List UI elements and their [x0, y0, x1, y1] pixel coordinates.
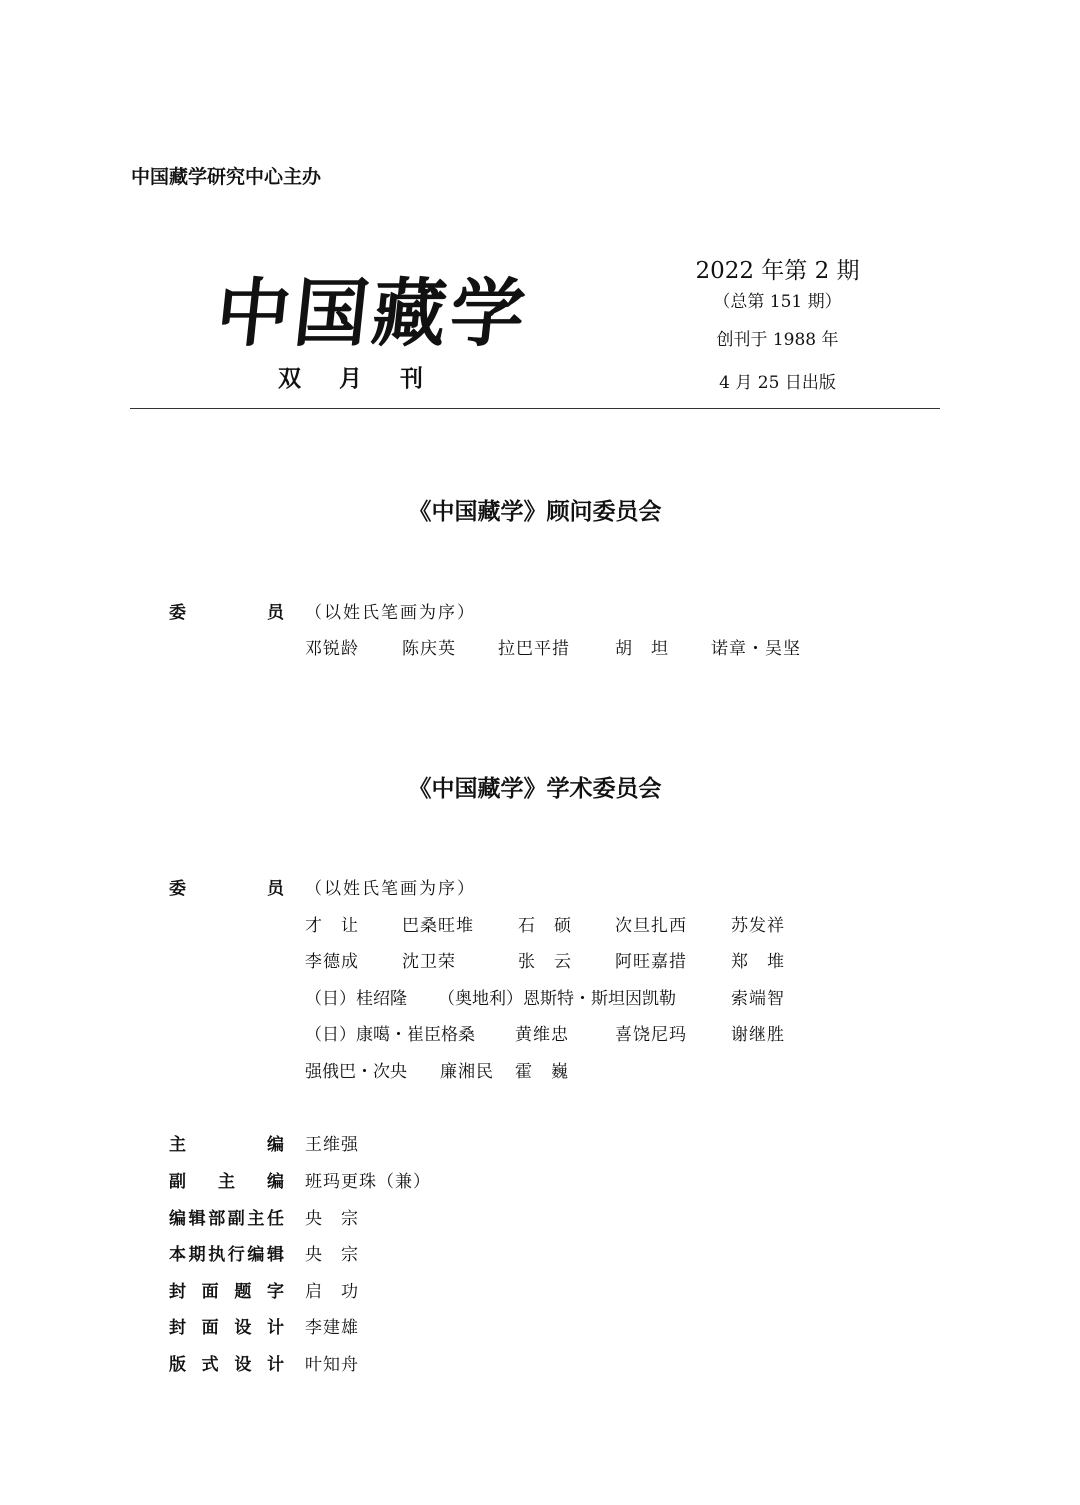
advisory-role-label: [169, 598, 284, 623]
staff-label-chief-editor: [169, 1130, 284, 1155]
journal-title-calligraphy: 中国藏学: [211, 271, 533, 357]
staff-label-char: 本: [169, 1245, 186, 1265]
advisory-member: 胡 坦: [615, 639, 669, 659]
academic-member: 阿旺嘉措: [615, 952, 687, 972]
staff-label-char: 编: [267, 1172, 284, 1192]
staff-label-char: 设: [234, 1318, 252, 1338]
academic-member: 才 让: [305, 916, 359, 936]
advisory-member: 邓锐龄: [305, 639, 359, 659]
frequency-label: 双 月 刊: [278, 366, 439, 392]
staff-label-char: 设: [234, 1355, 252, 1375]
header-divider: [130, 408, 940, 409]
staff-value-layout-design: 叶知舟: [305, 1355, 359, 1375]
staff-value-deputy-editor: 班玛更珠（兼）: [305, 1172, 431, 1192]
staff-label-cover-calligraphy: [169, 1277, 284, 1302]
staff-label-char: 编: [169, 1209, 186, 1229]
staff-label-char: 主: [247, 1209, 265, 1229]
academic-member: 索端智: [731, 989, 785, 1009]
staff-label-char: 编: [267, 1135, 284, 1155]
staff-label-char: 题: [234, 1282, 252, 1302]
staff-label-char: 辑: [188, 1209, 206, 1229]
academic-member: 强俄巴・次央: [305, 1062, 407, 1082]
academic-member: 巴桑旺堆: [402, 916, 474, 936]
staff-value-chief-editor: 王维强: [305, 1135, 359, 1155]
staff-label-char: 面: [201, 1282, 219, 1302]
academic-committee-title: 《中国藏学》学术委员会: [408, 775, 662, 802]
sponsor-line: 中国藏学研究中心主办: [131, 166, 322, 188]
staff-label-cover-design: [169, 1313, 284, 1338]
advisory-order-note: （以姓氏笔画为序）: [305, 603, 476, 623]
issue-total-number: （总第 151 期）: [713, 292, 842, 312]
academic-order-note: （以姓氏笔画为序）: [305, 879, 476, 899]
issue-number: 2022 年第 2 期: [695, 258, 860, 284]
academic-member: 廉湘民: [440, 1062, 494, 1082]
academic-member: （奥地利）恩斯特・斯坦因凯勒: [438, 989, 676, 1009]
staff-label-char: 计: [266, 1355, 284, 1375]
staff-label-char: 任: [266, 1209, 284, 1229]
staff-label-char: 版: [169, 1355, 186, 1375]
academic-member: 黄维忠: [515, 1025, 569, 1045]
staff-value-cover-design: 李建雄: [305, 1318, 359, 1338]
advisory-role-left: 委: [169, 603, 186, 623]
academic-member: 喜饶尼玛: [615, 1025, 687, 1045]
staff-value-cover-calligraphy: 启 功: [305, 1282, 359, 1302]
staff-label-char: 计: [266, 1318, 284, 1338]
advisory-role-right: 员: [267, 603, 284, 623]
academic-member: 张 云: [518, 952, 572, 972]
advisory-member: 陈庆英: [402, 639, 456, 659]
academic-member: 苏发祥: [731, 916, 785, 936]
staff-label-char: 辑: [266, 1245, 284, 1265]
staff-label-char: 字: [266, 1282, 284, 1302]
staff-value-deputy-director: 央 宗: [305, 1209, 359, 1229]
staff-label-char: 封: [169, 1318, 186, 1338]
staff-label-executive-editor: [169, 1240, 284, 1265]
academic-member: 郑 堆: [731, 952, 785, 972]
academic-member: （日）桂绍隆: [305, 989, 407, 1009]
publish-date: 4 月 25 日出版: [719, 373, 836, 393]
staff-label-layout-design: [169, 1350, 284, 1375]
staff-label-char: 封: [169, 1282, 186, 1302]
academic-role-right: 员: [267, 879, 284, 899]
staff-label-char: 期: [188, 1245, 206, 1265]
staff-label-char: 副: [227, 1209, 245, 1229]
academic-member: （日）康噶・崔臣格桑: [305, 1025, 475, 1045]
staff-label-char: 式: [201, 1355, 219, 1375]
staff-label-char: 执: [208, 1245, 226, 1265]
academic-member: 李德成: [305, 952, 359, 972]
academic-member: 沈卫荣: [402, 952, 456, 972]
academic-member: 谢继胜: [731, 1025, 785, 1045]
staff-label-char: 主: [169, 1135, 186, 1155]
academic-member: 石 硕: [518, 916, 572, 936]
staff-label-char: 编: [247, 1245, 265, 1265]
academic-role-label: [169, 874, 284, 899]
academic-member: 霍 巍: [515, 1062, 569, 1082]
advisory-committee-title: 《中国藏学》顾问委员会: [408, 498, 662, 525]
advisory-member: 诺章・吴坚: [711, 639, 801, 659]
staff-label-char: 部: [208, 1209, 226, 1229]
academic-member: 次旦扎西: [615, 916, 687, 936]
staff-value-executive-editor: 央 宗: [305, 1245, 359, 1265]
staff-label-char: 副: [169, 1172, 186, 1192]
advisory-member: 拉巴平措: [498, 639, 570, 659]
staff-label-char: 面: [201, 1318, 219, 1338]
founded-year: 创刊于 1988 年: [716, 330, 839, 350]
staff-label-char: 行: [227, 1245, 245, 1265]
academic-role-left: 委: [169, 879, 186, 899]
staff-label-deputy-editor: [169, 1167, 284, 1192]
staff-label-char: 主: [218, 1172, 235, 1192]
staff-label-deputy-director: [169, 1204, 284, 1229]
